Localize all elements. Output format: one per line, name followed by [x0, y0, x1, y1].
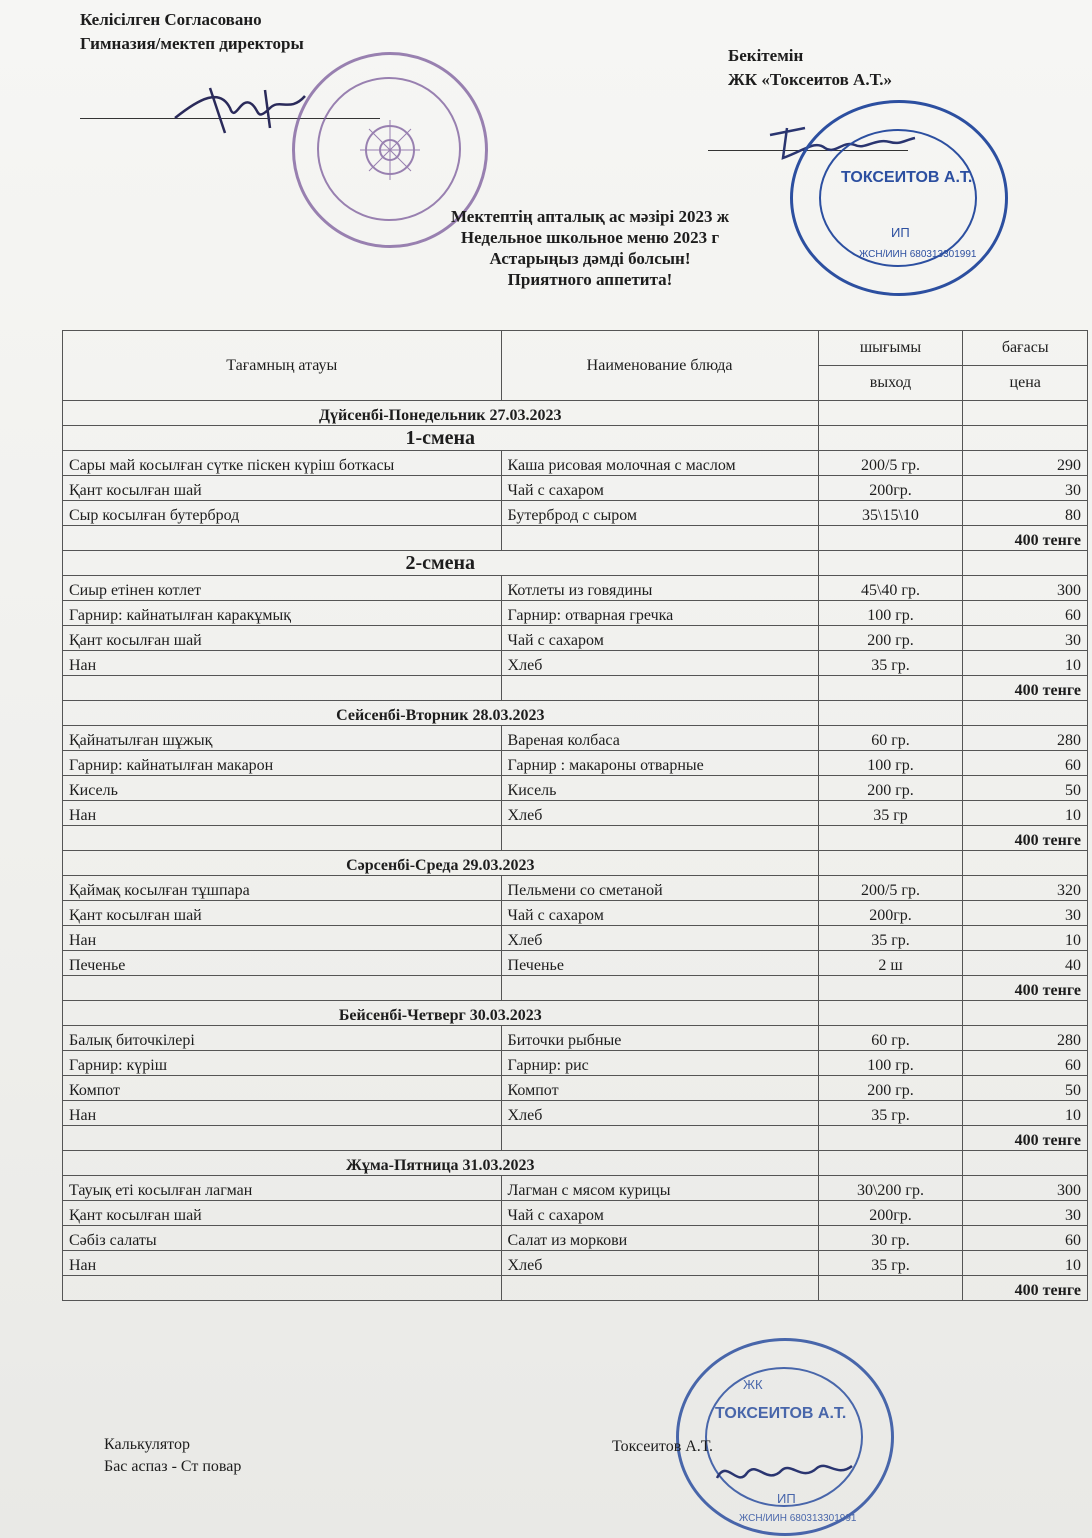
day-row	[63, 1151, 1088, 1176]
dish-yield: 200гр.	[818, 1201, 963, 1226]
dish-yield: 200/5 гр.	[818, 876, 963, 901]
emblem-icon	[355, 115, 425, 185]
dish-price: 60	[963, 1051, 1088, 1076]
day-total: 400 тенге	[963, 976, 1088, 1001]
dish-ru: Бутерброд с сыром	[501, 501, 818, 526]
dish-ru: Хлеб	[501, 1251, 818, 1276]
dish-kz: Нан	[63, 801, 502, 826]
dish-ru: Гарнир: рис	[501, 1051, 818, 1076]
dish-yield: 200 гр.	[818, 626, 963, 651]
dish-yield: 35 гр.	[818, 1101, 963, 1126]
dish-price: 300	[963, 576, 1088, 601]
dish-ru: Вареная колбаса	[501, 726, 818, 751]
chef-signature	[712, 1448, 862, 1498]
header-yield-kz: шығымы	[818, 331, 963, 366]
table-row	[63, 1226, 1088, 1251]
dish-price: 30	[963, 626, 1088, 651]
shift-row	[63, 426, 1088, 451]
table-row	[63, 1051, 1088, 1076]
dish-price: 10	[963, 801, 1088, 826]
dish-price: 60	[963, 1226, 1088, 1251]
dish-yield: 35 гр	[818, 801, 963, 826]
table-row	[63, 1201, 1088, 1226]
wish-kz: Астарыңыз дәмді болсын!	[489, 249, 691, 268]
day-thursday: Бейсенбі-Четверг 30.03.2023	[63, 1001, 819, 1026]
company-stamp-bottom: ЖК ТОКСЕИТОВ А.Т. ИП ЖСН/ИИН 680313301991	[676, 1338, 894, 1536]
dish-yield: 30\200 гр.	[818, 1176, 963, 1201]
dish-yield: 100 гр.	[818, 1051, 963, 1076]
day-total: 400 тенге	[963, 1126, 1088, 1151]
footer-left	[104, 1434, 241, 1478]
table-row	[63, 1026, 1088, 1051]
table-row	[63, 1076, 1088, 1101]
day-friday: Жұма-Пятница 31.03.2023	[63, 1151, 819, 1176]
table-row	[63, 626, 1088, 651]
day-row	[63, 401, 1088, 426]
table-row	[63, 876, 1088, 901]
approve-label: Бекітемін	[728, 46, 804, 65]
table-row	[63, 726, 1088, 751]
dish-kz: Сары май косылған сүтке піскен күріш боткасы	[63, 451, 502, 476]
dish-yield: 35 гр.	[818, 926, 963, 951]
dish-ru: Гарнир : макароны отварные	[501, 751, 818, 776]
menu-table	[62, 330, 1088, 1301]
table-row	[63, 901, 1088, 926]
dish-kz: Гарнир: кайнатылған макарон	[63, 751, 502, 776]
table-row	[63, 476, 1088, 501]
day-total: 400 тенге	[963, 676, 1088, 701]
table-row	[63, 776, 1088, 801]
dish-price: 30	[963, 476, 1088, 501]
dish-ru: Печенье	[501, 951, 818, 976]
dish-kz: Нан	[63, 1251, 502, 1276]
dish-ru: Хлеб	[501, 926, 818, 951]
document-title-block	[380, 206, 800, 290]
footer-signer: Токсеитов А.Т.	[612, 1438, 713, 1455]
wish-ru: Приятного аппетита!	[507, 270, 673, 289]
dish-price: 280	[963, 726, 1088, 751]
company-label: ЖК «Токсеитов А.Т.»	[728, 70, 892, 89]
dish-kz: Тауық еті косылған лагман	[63, 1176, 502, 1201]
header-name-kz: Тағамның атауы	[63, 331, 502, 401]
dish-kz: Печенье	[63, 951, 502, 976]
approval-block-right	[728, 44, 892, 92]
table-row	[63, 1251, 1088, 1276]
dish-kz: Қайнатылған шұжық	[63, 726, 502, 751]
table-row	[63, 651, 1088, 676]
day-total: 400 тенге	[963, 826, 1088, 851]
dish-yield: 2 ш	[818, 951, 963, 976]
dish-kz: Нан	[63, 651, 502, 676]
day-row	[63, 851, 1088, 876]
day-wednesday: Сәрсенбі-Среда 29.03.2023	[63, 851, 819, 876]
dish-ru: Хлеб	[501, 651, 818, 676]
company-stamp-top: ТОКСЕИТОВ А.Т. ИП ЖСН/ИИН 680313301991	[790, 100, 1008, 296]
dish-kz: Сиыр етінен котлет	[63, 576, 502, 601]
dish-price: 60	[963, 751, 1088, 776]
dish-ru: Чай с сахаром	[501, 626, 818, 651]
dish-price: 30	[963, 1201, 1088, 1226]
dish-price: 60	[963, 601, 1088, 626]
table-row	[63, 576, 1088, 601]
table-row	[63, 951, 1088, 976]
dish-yield: 200гр.	[818, 476, 963, 501]
shift-row	[63, 551, 1088, 576]
table-row	[63, 926, 1088, 951]
dish-ru: Каша рисовая молочная с маслом	[501, 451, 818, 476]
dish-ru: Гарнир: отварная гречка	[501, 601, 818, 626]
dish-kz: Компот	[63, 1076, 502, 1101]
table-row	[63, 501, 1088, 526]
dish-price: 10	[963, 651, 1088, 676]
dish-ru: Компот	[501, 1076, 818, 1101]
table-row	[63, 801, 1088, 826]
dish-price: 80	[963, 501, 1088, 526]
dish-ru: Биточки рыбные	[501, 1026, 818, 1051]
table-row	[63, 1176, 1088, 1201]
dish-price: 280	[963, 1026, 1088, 1051]
dish-yield: 200 гр.	[818, 776, 963, 801]
dish-price: 50	[963, 776, 1088, 801]
shift-1: 1-смена	[63, 426, 819, 451]
dish-ru: Салат из моркови	[501, 1226, 818, 1251]
header-name-ru: Наименование блюда	[501, 331, 818, 401]
agreed-label: Келісілген Согласовано	[80, 10, 262, 29]
dish-ru: Хлеб	[501, 801, 818, 826]
dish-price: 10	[963, 1101, 1088, 1126]
dish-yield: 60 гр.	[818, 726, 963, 751]
dish-kz: Гарнир: күріш	[63, 1051, 502, 1076]
dish-yield: 45\40 гр.	[818, 576, 963, 601]
dish-yield: 200 гр.	[818, 1076, 963, 1101]
dish-yield: 200гр.	[818, 901, 963, 926]
dish-kz: Гарнир: кайнатылған каракұмық	[63, 601, 502, 626]
dish-yield: 30 гр.	[818, 1226, 963, 1251]
header-price-ru: цена	[963, 366, 1088, 401]
dish-ru: Кисель	[501, 776, 818, 801]
total-row	[63, 526, 1088, 551]
dish-price: 290	[963, 451, 1088, 476]
dish-ru: Чай с сахаром	[501, 476, 818, 501]
dish-kz: Қаймақ косылған тұшпара	[63, 876, 502, 901]
day-row	[63, 701, 1088, 726]
calculator-label: Калькулятор	[104, 1436, 190, 1453]
table-row	[63, 1101, 1088, 1126]
dish-kz: Қант косылған шай	[63, 476, 502, 501]
title-kz: Мектептің апталық ас мәзірі 2023 ж	[450, 207, 730, 226]
dish-ru: Чай с сахаром	[501, 901, 818, 926]
dish-kz: Қант косылған шай	[63, 901, 502, 926]
dish-kz: Балық биточкілері	[63, 1026, 502, 1051]
dish-price: 50	[963, 1076, 1088, 1101]
day-row	[63, 1001, 1088, 1026]
dish-yield: 100 гр.	[818, 601, 963, 626]
day-monday: Дүйсенбі-Понедельник 27.03.2023	[63, 401, 819, 426]
dish-kz: Қант косылған шай	[63, 1201, 502, 1226]
total-row	[63, 976, 1088, 1001]
dish-ru: Хлеб	[501, 1101, 818, 1126]
dish-ru: Лагман с мясом курицы	[501, 1176, 818, 1201]
dish-price: 10	[963, 926, 1088, 951]
dish-yield: 35 гр.	[818, 651, 963, 676]
title-ru: Недельное школьное меню 2023 г	[460, 228, 720, 247]
dish-yield: 200/5 гр.	[818, 451, 963, 476]
header-price-kz: бағасы	[963, 331, 1088, 366]
dish-kz: Қант косылған шай	[63, 626, 502, 651]
dish-yield: 100 гр.	[818, 751, 963, 776]
dish-kz: Нан	[63, 926, 502, 951]
day-total: 400 тенге	[963, 526, 1088, 551]
table-row	[63, 601, 1088, 626]
chef-label: Бас аспаз - Ст повар	[104, 1458, 242, 1475]
dish-yield: 60 гр.	[818, 1026, 963, 1051]
table-row	[63, 751, 1088, 776]
dish-yield: 35\15\10	[818, 501, 963, 526]
day-tuesday: Сейсенбі-Вторник 28.03.2023	[63, 701, 819, 726]
day-total: 400 тенге	[963, 1276, 1088, 1301]
dish-price: 40	[963, 951, 1088, 976]
shift-2: 2-смена	[63, 551, 819, 576]
total-row	[63, 1126, 1088, 1151]
table-header-row	[63, 331, 1088, 366]
dish-price: 320	[963, 876, 1088, 901]
dish-price: 10	[963, 1251, 1088, 1276]
total-row	[63, 826, 1088, 851]
header-yield-ru: выход	[818, 366, 963, 401]
total-row	[63, 676, 1088, 701]
dish-kz: Сыр косылған бутерброд	[63, 501, 502, 526]
dish-kz: Нан	[63, 1101, 502, 1126]
dish-price: 30	[963, 901, 1088, 926]
dish-ru: Котлеты из говядины	[501, 576, 818, 601]
dish-yield: 35 гр.	[818, 1251, 963, 1276]
table-row	[63, 451, 1088, 476]
dish-ru: Чай с сахаром	[501, 1201, 818, 1226]
dish-price: 300	[963, 1176, 1088, 1201]
approval-block-left	[80, 8, 304, 56]
dish-kz: Кисель	[63, 776, 502, 801]
dish-kz: Сәбіз салаты	[63, 1226, 502, 1251]
dish-ru: Пельмени со сметаной	[501, 876, 818, 901]
director-label: Гимназия/мектеп директоры	[80, 34, 304, 53]
total-row	[63, 1276, 1088, 1301]
